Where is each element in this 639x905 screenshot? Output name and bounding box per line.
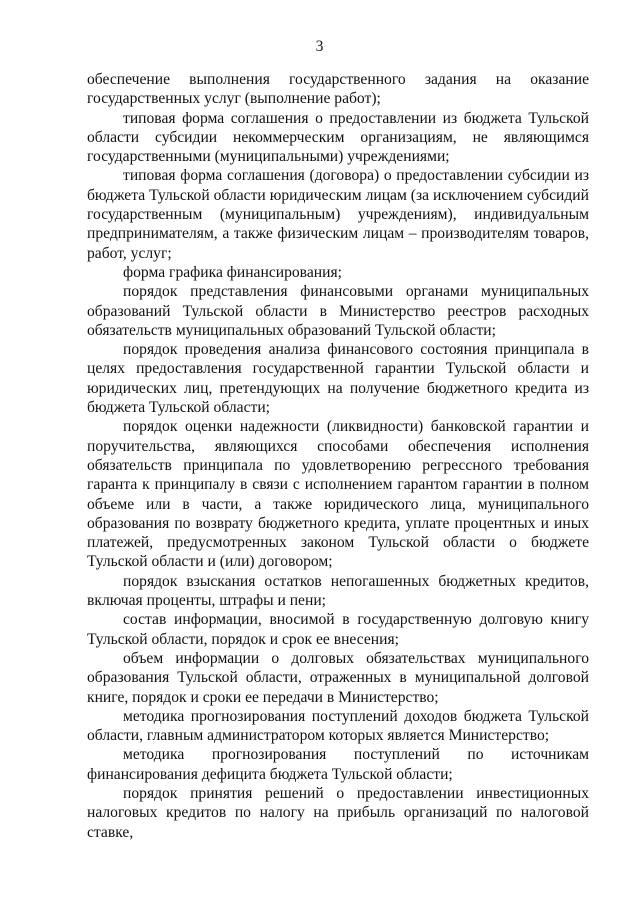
page-number: 3 [315, 38, 324, 55]
paragraph: объем информации о долговых обязательствах муниципального образования Тульской области, отраженных в муниципальной долговой книге, порядок и сроки ее передачи в Министерство; [87, 649, 589, 706]
paragraph: типовая форма соглашения (договора) о предоставлении субсидии из бюджета Тульской области юридическим лицам (за исключением субсидий государственным (муниципальным) учреждениям), индивидуальным предпринимателям, а также физическим лицам – производителям товаров, работ, услуг; [87, 167, 589, 262]
paragraph: обеспечение выполнения государственного задания на оказание государственных услуг (выполнение работ); [87, 71, 589, 108]
paragraph: порядок проведения анализа финансового состояния принципала в целях предоставления государственной гарантии Тульской области и юридических лиц, претендующих на получение бюджетного кредита из бюджета Тульской области; [87, 341, 589, 417]
paragraph: методика прогнозирования поступлений по источникам финансирования дефицита бюджета Тульской области; [87, 746, 589, 783]
document-body [87, 70, 589, 842]
paragraph: форма графика финансирования; [123, 263, 342, 281]
paragraph: типовая форма соглашения о предоставлении из бюджета Тульской области субсидии некоммерческим организациям, не являющимся государственными (муниципальными) учреждениями; [87, 109, 589, 166]
paragraph: порядок представления финансовыми органами муниципальных образований Тульской области в Министерство реестров расходных обязательств муниципальных образований Тульской области; [87, 283, 589, 339]
paragraph: методика прогнозирования поступлений доходов бюджета Тульской области, главным администратором которых является Министерство; [87, 707, 589, 745]
paragraph: порядок оценки надежности (ликвидности) банковской гарантии и поручительства, являющихся способами обеспечения исполнения обязательств принципала по удовлетворению регрессного требования гаранта к принципалу в связи с исполнением гарантом гарантии в полном объеме или в части, а также юридического лица, муниципального образования по возврату бюджетного кредита, уплате процентных и иных платежей, предусмотренных законом Тульской области о бюджете Тульской области и (или) договором; [87, 418, 589, 571]
paragraph: состав информации, вносимой в государственную долговую книгу Тульской области, порядок и срок ее внесения; [87, 611, 589, 648]
paragraph: порядок принятия решений о предоставлении инвестиционных налоговых кредитов по налогу на прибыль организаций по налоговой ставке, [87, 784, 589, 841]
paragraph: порядок взыскания остатков непогашенных бюджетных кредитов, включая проценты, штрафы и пени; [87, 572, 589, 610]
